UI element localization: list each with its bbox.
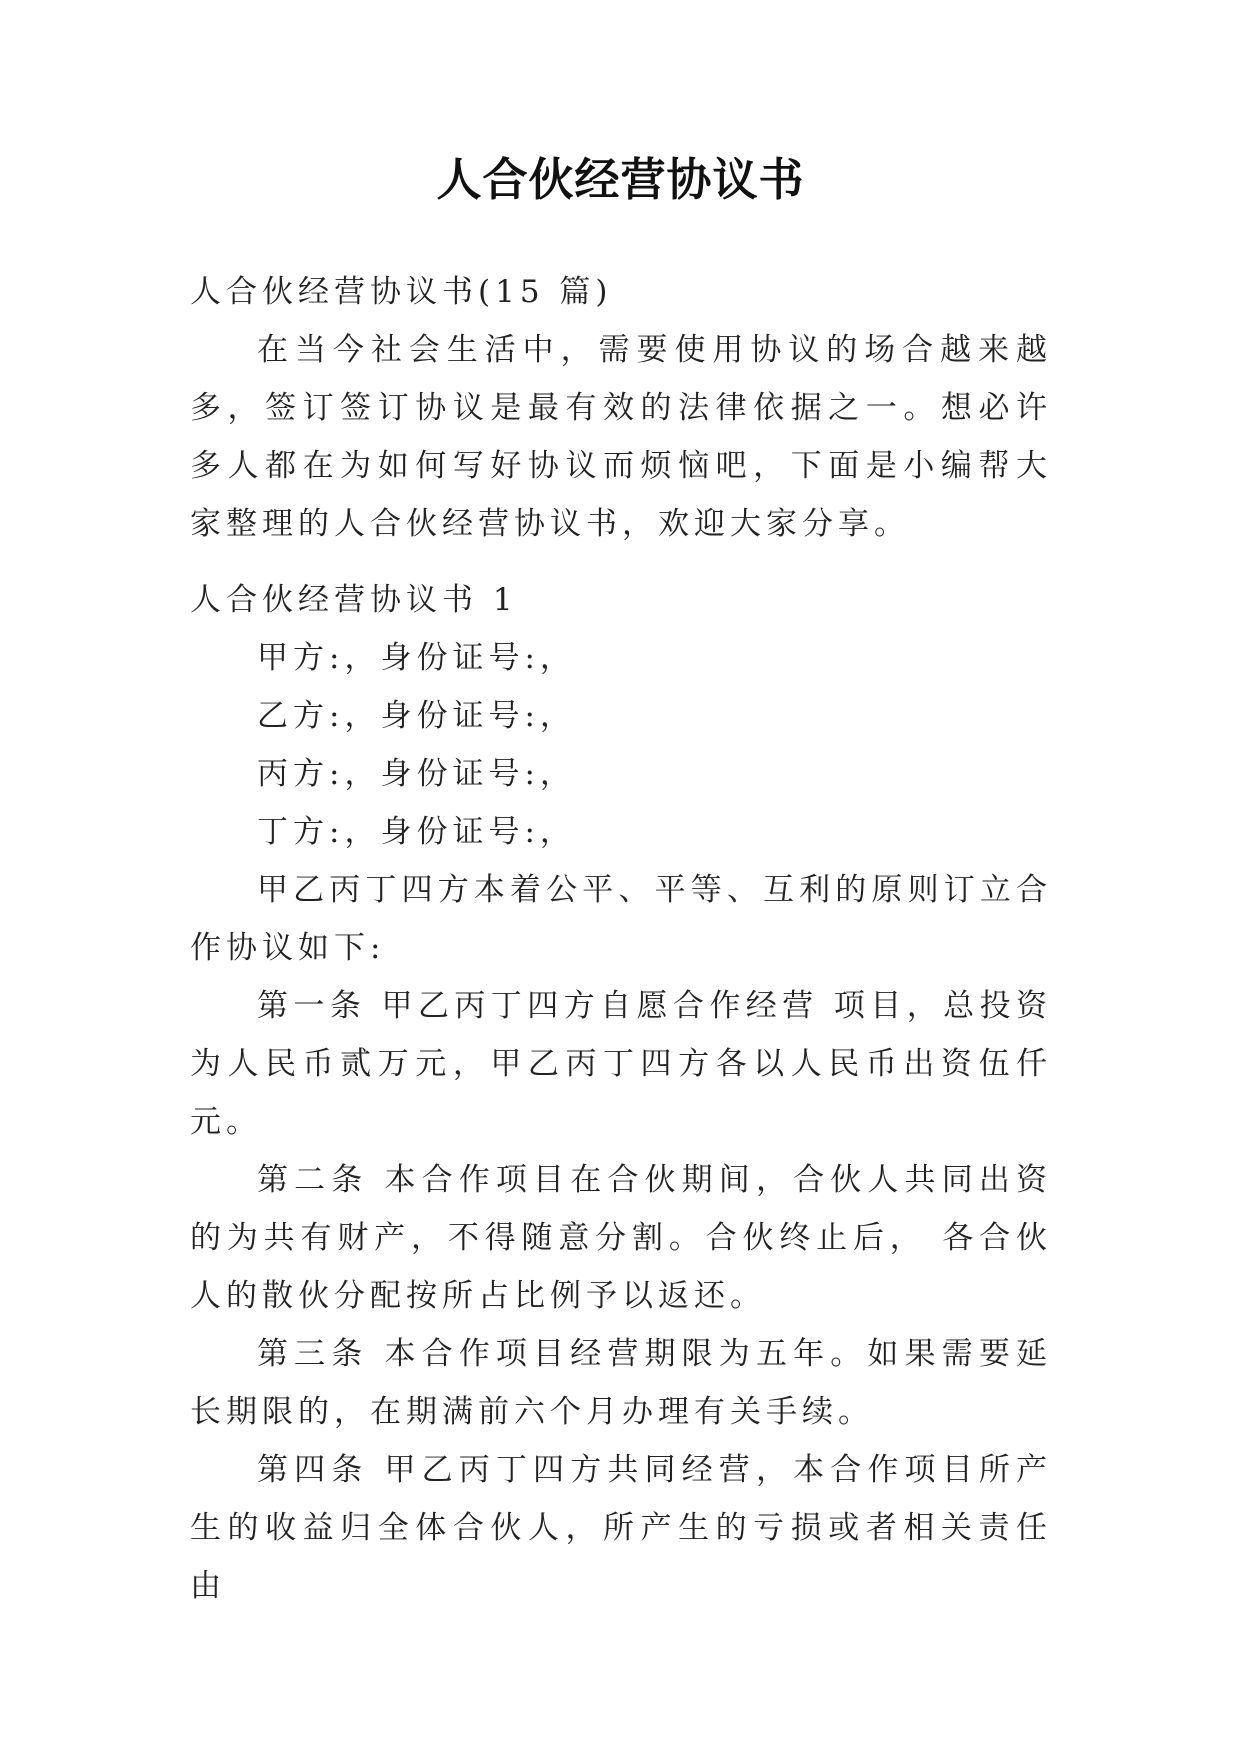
preamble-paragraph: 甲乙丙丁四方本着公平、平等、互利的原则订立合作协议如下: bbox=[190, 872, 1052, 966]
agreement-section bbox=[190, 571, 1052, 1615]
article-paragraph: 第四条 甲乙丙丁四方共同经营，本合作项目所产生的收益归全体合伙人，所产生的亏损或者相关责任由 bbox=[190, 1452, 1052, 1604]
document-title: 人合伙经营协议书 bbox=[436, 153, 805, 206]
party-line: 丙方:，身份证号:， bbox=[257, 756, 576, 792]
section-heading: 人合伙经营协议书 1 bbox=[190, 582, 518, 618]
party-line: 甲方:，身份证号:， bbox=[257, 640, 576, 676]
party-line: 丁方:，身份证号:， bbox=[257, 814, 576, 850]
article-paragraph: 第一条 甲乙丙丁四方自愿合作经营 项目，总投资为人民币贰万元，甲乙丙丁四方各以人民币出资伍仟元。 bbox=[190, 988, 1052, 1140]
article-paragraph: 第三条 本合作项目经营期限为五年。如果需要延长期限的，在期满前六个月办理有关手续。 bbox=[190, 1336, 1052, 1430]
intro-paragraph: 在当今社会生活中，需要使用协议的场合越来越多，签订签订协议是最有效的法律依据之一。想必许多人都在为如何写好协议而烦恼吧，下面是小编帮大家整理的人合伙经营协议书，欢迎大家分享。 bbox=[190, 332, 1052, 542]
intro-block bbox=[190, 263, 1052, 553]
party-line: 乙方:，身份证号:， bbox=[257, 698, 576, 734]
article-paragraph: 第二条 本合作项目在合伙期间，合伙人共同出资的为共有财产，不得随意分割。合伙终止后， 各合伙人的散伙分配按所占比例予以返还。 bbox=[190, 1162, 1052, 1314]
document-subtitle: 人合伙经营协议书(15 篇) bbox=[190, 274, 613, 310]
